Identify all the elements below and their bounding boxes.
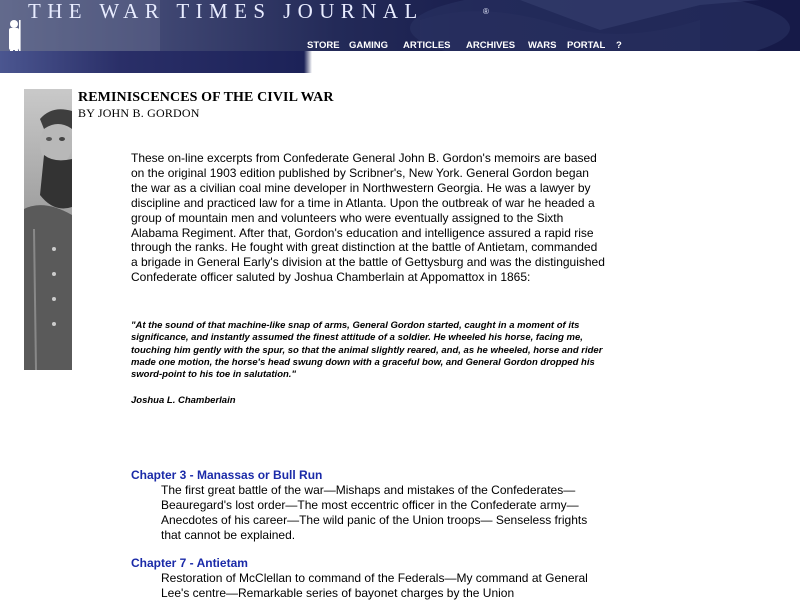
quote-attribution: Joshua L. Chamberlain — [131, 395, 236, 406]
chapter-3-link[interactable]: Chapter 3 - Manassas or Bull Run — [131, 468, 323, 482]
chapter-7-summary: Restoration of McClellan to command of the Federals—My command at General Lee's centre—Remarkable series of bayonet charges by the Union — [161, 571, 588, 600]
site-title: THE WAR TIMES JOURNAL — [28, 0, 424, 23]
site-header-banner — [0, 0, 800, 73]
nav-wars[interactable]: WARS — [528, 40, 557, 51]
chamberlain-quote: "At the sound of that machine-like snap of arms, General Gordon started, caught in a moment of its significance, and instantly assumed the finest attitude of a soldier. He wheeled his horse, facing me, touching him gently with the spur, so that the animal slightly reared, and, as he wheeled, horse and rider made one motion, the horse's head swung down with a graceful bow, and General Gordon dropped his sword-point to his toe in salutation." — [131, 320, 603, 381]
nav-articles[interactable]: ARTICLES — [403, 40, 451, 51]
registered-mark: ® — [483, 7, 489, 16]
chapter-entry — [131, 556, 611, 601]
intro-paragraph: These on-line excerpts from Confederate General John B. Gordon's memoirs are based on the original 1903 edition published by Scribner's, New York. General Gordon began the war as a civilian coal mine developer in Northwestern Georgia. He was a lawyer by discipline and practiced law for a time in Atlanta. Upon the outbreak of war he headed a group of mountain men and volunteers who were eventually assigned to the Sixth Alabama Regiment. After that, Gordon's education and intelligence assured a rapid rise through the ranks. He fought with great distinction at the battle of Antietam, commanded a brigade in General Early's division at the battle of Gettysburg and was the distinguished Confederate officer saluted by Joshua Chamberlain at Appomattox in 1865: — [131, 151, 605, 285]
chapter-7-link[interactable]: Chapter 7 - Antietam — [131, 556, 248, 570]
chapter-entry — [131, 468, 611, 543]
nav-archives[interactable]: ARCHIVES — [466, 40, 516, 51]
nav-portal[interactable]: PORTAL — [567, 40, 606, 51]
main-nav — [301, 40, 631, 53]
nav-help[interactable]: ? — [616, 40, 622, 51]
article-byline: BY JOHN B. GORDON — [78, 106, 200, 120]
gordon-portrait-image — [24, 89, 72, 370]
chapter-3-summary: The first great battle of the war—Mishaps and mistakes of the Confederates—Beauregard's lost order—The most eccentric officer in the Confederate army—Anecdotes of his career—The wild panic of the Union troops— Senseless frights that cannot be explained. — [161, 483, 588, 542]
nav-store[interactable]: STORE — [307, 40, 340, 51]
article-title: REMINISCENCES OF THE CIVIL WAR — [78, 90, 334, 105]
nav-gaming[interactable]: GAMING — [349, 40, 389, 51]
